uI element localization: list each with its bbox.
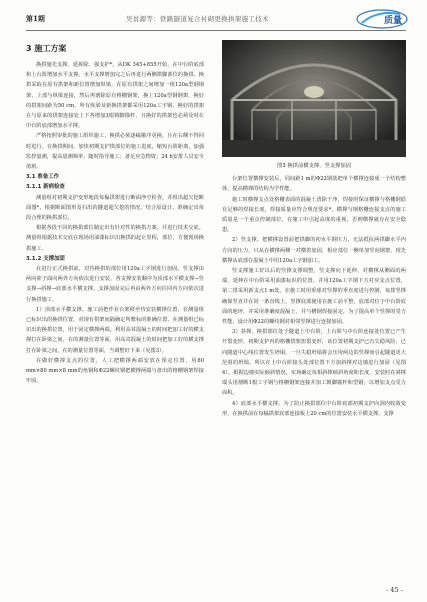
left-column xyxy=(26,40,204,387)
tunnel-photo-illustration xyxy=(222,40,406,157)
tunnel-photo xyxy=(222,40,406,157)
paragraph: 在进行正式换拱前，对待换拱的部位用120a工字钢进行加固。竖支撑由两向索子面向两外方向依次进行安装，各支撑安装顺序为顶部水平横支撑→竖支撑→斜撑→底部水平横支撑。支撑加固完后再由两外方向往回内方向依次进行换拱施工。 xyxy=(26,266,204,303)
issue-number: 第1期 xyxy=(26,14,45,23)
paragraph: 在做好横撑支点的位置，人工把横撑两端安放在预定位置，用80 mm×80 mm×8 mm的角钢和Φ22螺纹钢把横撑两端与盘出的格栅钢架焊接牢固。 xyxy=(26,357,204,385)
paragraph: 严格按照审批的施工组织施工，换拱必须逐榀顺序更换，且在右侧不得同时进行。在换拱期间，加快初期支护拱部位的施工进度，缩短台阶距离，加强监控量测，提高量测频率，随时指导施工；备足应急物资；24 h安排人员安全值班。 xyxy=(26,133,204,171)
paragraph: 1）顶部水平横支撑。施工前把作业台架移至待安装横撑位置，在测量组已标识出的换拱位置，对现有拱架间隔确定所敷标的准确位置，在测量组已标识出的换拱位置，用于固定横撑两端。利用高耸混凝土的时间把加工好的横支撑打在卧梁之间，在的测量位置等面，用高耸混凝土的时间把加工好的横支撑打在卧梁之间，在的测量位置等面，当调整好下来（见图3）。 xyxy=(26,306,204,354)
subsection-heading: 3.1 准备工作 xyxy=(26,174,59,181)
paragraph: 测量组对初期支护变形地段每榀拱架进行断面净空检查，并组出超欠挖断面图*，根据断面图形及扫出的隧道超欠挖的情况，结合原设计，准确定出每段合理的换拱部位。 xyxy=(26,194,204,222)
subsubsection-heading: 3.1.1 新病检查 xyxy=(26,184,65,191)
logo-text: 质量 xyxy=(384,16,403,26)
paragraph: 4）底部水平横支撑。为了防止换拱部位中台阶底部初期支护向洞内收敛变形，在换拱前在每榀拱架底部连接板上20 cm的位置安装水平横支撑，支撑 xyxy=(222,400,406,417)
paragraph: 2）竖支撑。把横撑设置前把拱脚的初水平钢压力，无法抵抗两拱脚水平内方向的压力，只从在横撑两侧一对横着加固，相应部位一侧单加竖向钢架，现先横撑从底部在混凝土中用120a工字钢加工。 xyxy=(222,237,406,264)
section-heading: 3 施工方案 xyxy=(26,44,67,53)
paragraph: 换拱施先支撑、延拆除、强支护*，从DK 345+855开始，在中台阶底部和上台阶增加水平支撑。水平支撑增加完之后再进行两侧拱脚部位的换拱。换拱采取在原有拱架和新位置增加纵梁，在原有拱架之间增加一组120a型钢钢架，上部与纵梁连接，然后再割除原有格栅钢架，换上120a型钢钢架，换好的拱架间距为50 cm，所有纵梁及新换拱架都采用120a工字钢。换好的拱架在与原来的拱架连接处上下各增加3根锁脚锚杆，且换好的拱架也必须及时在中台阶底部增加水平撑。 xyxy=(26,62,204,130)
paragraph: 根据各段不同的换拱部位制定出有针对性的换拱方案，并进行技术交底。测量组根据技术交底在现场用油漆标识出换拱的起止里程，部位，方便现场换拱施工。 xyxy=(26,225,204,252)
running-title: 吴贫源等：铁路隧道复合衬砌更换拱架施工技术 xyxy=(126,15,269,23)
figure-caption: 图3 换拱前横支撑、竖支撑加固 xyxy=(277,163,351,169)
paragraph: 3）斜撑。换拱部位处于隧道上中台阶，上台阶与中台阶连接处位置已产生开裂变形，初期支护内的格栅拱架扭裂变形，该位置初期支护已有失稳风险，已向隧道中心线位置发生坍塌，一旦失稳坍塌将会压垮两边的竖撑而引起隧道更大范围的坍塌。所以在上中台阶接头处部位置下方加斜撑对边墙进行加固（见图4）。根据边墙实际倾斜情况，实场确定每相斜撑倾斜角度和长度，安装时在斜撑端头用割断1根工字钢与格栅钢架连接并加工锁脚锚杆和型钢，以增加支点受力面积。 xyxy=(222,329,406,397)
subsubsection-heading: 3.1.2 支撑加固 xyxy=(26,255,65,262)
paragraph: 台架位置横撑安装后，同间距1 m的Φ22钢筋把单个横撑连接成一个结构整体，提高横撑的结构为学性能。 xyxy=(222,176,406,193)
paragraph: 施工时横撑支点处格栅表面的混凝土清除干净，焊接时保证横撑与格栅钢筋有足够的焊接长度，焊接质量应符合规范要求*。横撑与钢格栅连接支点的施工质量是一个重点控制部位，在施工中引起高度的重视，否则横撑就存在安全隐患。 xyxy=(222,196,406,234)
header-rule xyxy=(26,30,406,31)
journal-logo xyxy=(356,8,408,30)
paragraph: 竖支撑施工好以后的竖撑支撑调整，竖支撑向下延伸，对横撑从侧面的两端、延伸在中台阶采用油漆标识的位置，并用120a工字钢下方对应支点位置，第二排采用新支点1 m处。在施工时用垂球对竖撑的垂直度进行控制，每排竖撑确保竖直并在同一条直线上，竖撑底部使用在施工前平整，底部对位于中台阶底面的地坪，并采用准确度混凝土，并与槽钢焊接固定，为了提高单个竖撑的受力性能，设计用Φ22的螺纹钢对相邻竖撑进行连接加固。 xyxy=(222,268,406,326)
page-header xyxy=(26,10,406,32)
right-column xyxy=(222,40,406,419)
page-number: - 45 - xyxy=(386,586,403,594)
